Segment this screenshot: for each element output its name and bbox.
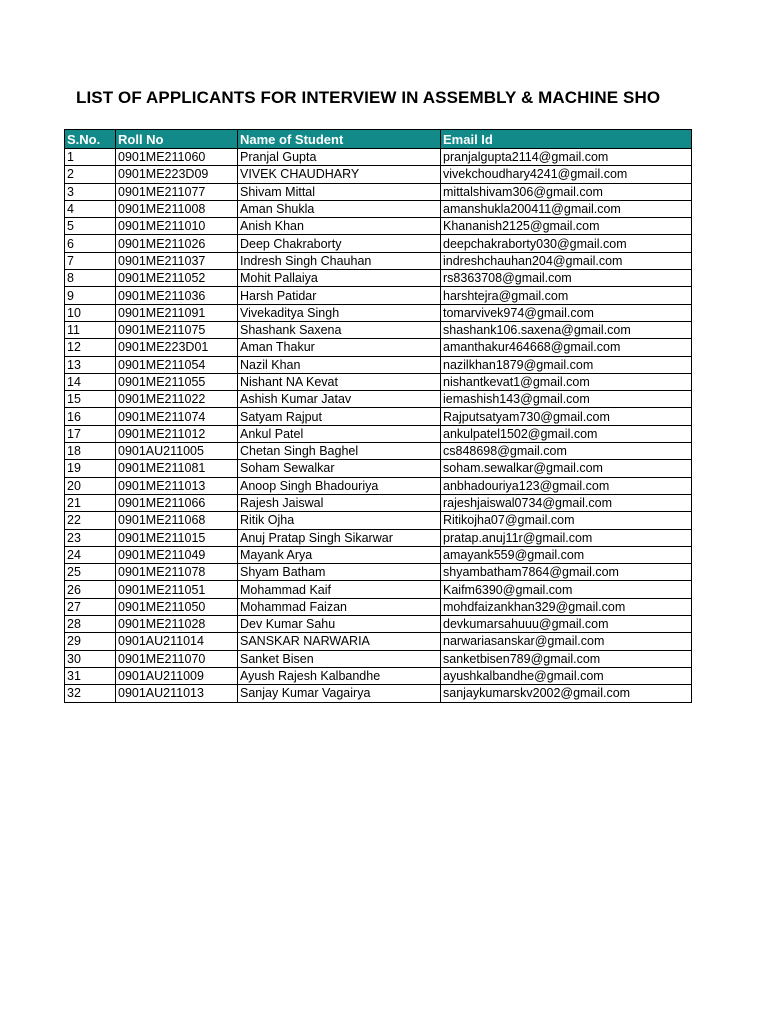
table-row bbox=[65, 356, 692, 373]
cell-email: nazilkhan1879@gmail.com bbox=[441, 356, 692, 373]
cell-email: amayank559@gmail.com bbox=[441, 546, 692, 563]
cell-roll-no: 0901ME211078 bbox=[116, 564, 238, 581]
cell-roll-no: 0901ME223D09 bbox=[116, 166, 238, 183]
cell-student-name: Mohammad Faizan bbox=[238, 598, 441, 615]
cell-sno: 6 bbox=[65, 235, 116, 252]
cell-email: sanketbisen789@gmail.com bbox=[441, 650, 692, 667]
table-row bbox=[65, 512, 692, 529]
header-name-of-student: Name of Student bbox=[238, 130, 441, 149]
cell-email: harshtejra@gmail.com bbox=[441, 287, 692, 304]
table-row bbox=[65, 304, 692, 321]
cell-sno: 24 bbox=[65, 546, 116, 563]
cell-email: Khananish2125@gmail.com bbox=[441, 218, 692, 235]
cell-sno: 10 bbox=[65, 304, 116, 321]
table-row bbox=[65, 443, 692, 460]
cell-email: narwariasanskar@gmail.com bbox=[441, 633, 692, 650]
cell-roll-no: 0901ME211010 bbox=[116, 218, 238, 235]
cell-roll-no: 0901ME211037 bbox=[116, 252, 238, 269]
cell-student-name: Mohit Pallaiya bbox=[238, 270, 441, 287]
cell-email: mohdfaizankhan329@gmail.com bbox=[441, 598, 692, 615]
cell-student-name: Ritik Ojha bbox=[238, 512, 441, 529]
cell-student-name: Nishant NA Kevat bbox=[238, 373, 441, 390]
cell-roll-no: 0901ME211074 bbox=[116, 408, 238, 425]
cell-email: ayushkalbandhe@gmail.com bbox=[441, 667, 692, 684]
cell-sno: 4 bbox=[65, 200, 116, 217]
cell-email: soham.sewalkar@gmail.com bbox=[441, 460, 692, 477]
cell-student-name: Satyam Rajput bbox=[238, 408, 441, 425]
cell-sno: 22 bbox=[65, 512, 116, 529]
cell-roll-no: 0901ME211012 bbox=[116, 425, 238, 442]
table-body bbox=[65, 149, 692, 703]
cell-email: Kaifm6390@gmail.com bbox=[441, 581, 692, 598]
cell-email: nishantkevat1@gmail.com bbox=[441, 373, 692, 390]
cell-sno: 18 bbox=[65, 443, 116, 460]
cell-student-name: Nazil Khan bbox=[238, 356, 441, 373]
cell-email: ankulpatel1502@gmail.com bbox=[441, 425, 692, 442]
cell-sno: 3 bbox=[65, 183, 116, 200]
cell-student-name: Pranjal Gupta bbox=[238, 149, 441, 166]
cell-roll-no: 0901ME211068 bbox=[116, 512, 238, 529]
cell-student-name: Sanjay Kumar Vagairya bbox=[238, 685, 441, 702]
cell-sno: 17 bbox=[65, 425, 116, 442]
table-row bbox=[65, 391, 692, 408]
table-row bbox=[65, 633, 692, 650]
table-row bbox=[65, 270, 692, 287]
cell-email: Ritikojha07@gmail.com bbox=[441, 512, 692, 529]
cell-student-name: Anish Khan bbox=[238, 218, 441, 235]
cell-roll-no: 0901ME211015 bbox=[116, 529, 238, 546]
cell-sno: 27 bbox=[65, 598, 116, 615]
cell-email: shyambatham7864@gmail.com bbox=[441, 564, 692, 581]
cell-roll-no: 0901ME211026 bbox=[116, 235, 238, 252]
table-row bbox=[65, 287, 692, 304]
table-row bbox=[65, 546, 692, 563]
cell-sno: 29 bbox=[65, 633, 116, 650]
table-row bbox=[65, 598, 692, 615]
cell-student-name: Aman Shukla bbox=[238, 200, 441, 217]
cell-sno: 8 bbox=[65, 270, 116, 287]
header-row bbox=[65, 130, 692, 149]
table-row bbox=[65, 477, 692, 494]
cell-email: mittalshivam306@gmail.com bbox=[441, 183, 692, 200]
cell-sno: 31 bbox=[65, 667, 116, 684]
table-row bbox=[65, 460, 692, 477]
page-title: LIST OF APPLICANTS FOR INTERVIEW IN ASSEMBLY & MACHINE SHO bbox=[76, 88, 661, 107]
cell-roll-no: 0901ME211049 bbox=[116, 546, 238, 563]
cell-roll-no: 0901ME211060 bbox=[116, 149, 238, 166]
cell-email: pranjalgupta2114@gmail.com bbox=[441, 149, 692, 166]
cell-email: deepchakraborty030@gmail.com bbox=[441, 235, 692, 252]
cell-roll-no: 0901AU211005 bbox=[116, 443, 238, 460]
table-row bbox=[65, 564, 692, 581]
cell-roll-no: 0901ME211051 bbox=[116, 581, 238, 598]
cell-email: pratap.anuj11r@gmail.com bbox=[441, 529, 692, 546]
cell-roll-no: 0901ME211050 bbox=[116, 598, 238, 615]
cell-roll-no: 0901ME211075 bbox=[116, 321, 238, 338]
cell-sno: 11 bbox=[65, 321, 116, 338]
table-row bbox=[65, 581, 692, 598]
cell-email: anbhadouriya123@gmail.com bbox=[441, 477, 692, 494]
cell-roll-no: 0901ME211013 bbox=[116, 477, 238, 494]
cell-student-name: Soham Sewalkar bbox=[238, 460, 441, 477]
cell-roll-no: 0901ME211054 bbox=[116, 356, 238, 373]
table-row bbox=[65, 149, 692, 166]
table-row bbox=[65, 425, 692, 442]
table-row bbox=[65, 494, 692, 511]
cell-email: tomarvivek974@gmail.com bbox=[441, 304, 692, 321]
cell-sno: 21 bbox=[65, 494, 116, 511]
cell-roll-no: 0901ME211055 bbox=[116, 373, 238, 390]
table-row bbox=[65, 321, 692, 338]
cell-student-name: Ayush Rajesh Kalbandhe bbox=[238, 667, 441, 684]
cell-roll-no: 0901ME211028 bbox=[116, 616, 238, 633]
cell-student-name: Shashank Saxena bbox=[238, 321, 441, 338]
table-row bbox=[65, 218, 692, 235]
cell-sno: 23 bbox=[65, 529, 116, 546]
cell-roll-no: 0901AU211013 bbox=[116, 685, 238, 702]
table-row bbox=[65, 685, 692, 702]
cell-sno: 25 bbox=[65, 564, 116, 581]
table-row bbox=[65, 183, 692, 200]
cell-sno: 7 bbox=[65, 252, 116, 269]
cell-sno: 1 bbox=[65, 149, 116, 166]
cell-roll-no: 0901ME211070 bbox=[116, 650, 238, 667]
table-row bbox=[65, 339, 692, 356]
cell-sno: 13 bbox=[65, 356, 116, 373]
cell-email: vivekchoudhary4241@gmail.com bbox=[441, 166, 692, 183]
table-row bbox=[65, 235, 692, 252]
table-row bbox=[65, 252, 692, 269]
cell-student-name: Rajesh Jaiswal bbox=[238, 494, 441, 511]
header-email-id: Email Id bbox=[441, 130, 692, 149]
cell-email: devkumarsahuuu@gmail.com bbox=[441, 616, 692, 633]
cell-roll-no: 0901AU211014 bbox=[116, 633, 238, 650]
cell-roll-no: 0901ME211077 bbox=[116, 183, 238, 200]
cell-email: cs848698@gmail.com bbox=[441, 443, 692, 460]
cell-email: amanthakur464668@gmail.com bbox=[441, 339, 692, 356]
cell-sno: 20 bbox=[65, 477, 116, 494]
cell-student-name: Deep Chakraborty bbox=[238, 235, 441, 252]
cell-sno: 26 bbox=[65, 581, 116, 598]
cell-email: rs8363708@gmail.com bbox=[441, 270, 692, 287]
cell-sno: 5 bbox=[65, 218, 116, 235]
table-row bbox=[65, 408, 692, 425]
header-roll-no: Roll No bbox=[116, 130, 238, 149]
table-row bbox=[65, 373, 692, 390]
cell-roll-no: 0901AU211009 bbox=[116, 667, 238, 684]
cell-roll-no: 0901ME211066 bbox=[116, 494, 238, 511]
cell-student-name: Shyam Batham bbox=[238, 564, 441, 581]
cell-student-name: Harsh Patidar bbox=[238, 287, 441, 304]
header-sno: S.No. bbox=[65, 130, 116, 149]
cell-roll-no: 0901ME211022 bbox=[116, 391, 238, 408]
cell-roll-no: 0901ME211036 bbox=[116, 287, 238, 304]
cell-roll-no: 0901ME223D01 bbox=[116, 339, 238, 356]
cell-sno: 30 bbox=[65, 650, 116, 667]
cell-student-name: Mayank Arya bbox=[238, 546, 441, 563]
table-row bbox=[65, 200, 692, 217]
cell-email: amanshukla200411@gmail.com bbox=[441, 200, 692, 217]
cell-email: rajeshjaiswal0734@gmail.com bbox=[441, 494, 692, 511]
cell-student-name: Aman Thakur bbox=[238, 339, 441, 356]
cell-student-name: Ashish Kumar Jatav bbox=[238, 391, 441, 408]
cell-sno: 2 bbox=[65, 166, 116, 183]
table-row bbox=[65, 667, 692, 684]
cell-student-name: Mohammad Kaif bbox=[238, 581, 441, 598]
table-row bbox=[65, 529, 692, 546]
cell-sno: 19 bbox=[65, 460, 116, 477]
cell-email: Rajputsatyam730@gmail.com bbox=[441, 408, 692, 425]
cell-sno: 15 bbox=[65, 391, 116, 408]
cell-roll-no: 0901ME211008 bbox=[116, 200, 238, 217]
table-header bbox=[65, 130, 692, 149]
cell-email: indreshchauhan204@gmail.com bbox=[441, 252, 692, 269]
cell-student-name: VIVEK CHAUDHARY bbox=[238, 166, 441, 183]
table-row bbox=[65, 616, 692, 633]
cell-student-name: Anoop Singh Bhadouriya bbox=[238, 477, 441, 494]
cell-sno: 9 bbox=[65, 287, 116, 304]
cell-student-name: Indresh Singh Chauhan bbox=[238, 252, 441, 269]
cell-roll-no: 0901ME211081 bbox=[116, 460, 238, 477]
cell-email: iemashish143@gmail.com bbox=[441, 391, 692, 408]
cell-student-name: SANSKAR NARWARIA bbox=[238, 633, 441, 650]
table-row bbox=[65, 166, 692, 183]
cell-sno: 12 bbox=[65, 339, 116, 356]
cell-sno: 28 bbox=[65, 616, 116, 633]
cell-sno: 32 bbox=[65, 685, 116, 702]
cell-sno: 16 bbox=[65, 408, 116, 425]
cell-email: shashank106.saxena@gmail.com bbox=[441, 321, 692, 338]
cell-roll-no: 0901ME211091 bbox=[116, 304, 238, 321]
cell-email: sanjaykumarskv2002@gmail.com bbox=[441, 685, 692, 702]
cell-student-name: Dev Kumar Sahu bbox=[238, 616, 441, 633]
cell-student-name: Chetan Singh Baghel bbox=[238, 443, 441, 460]
applicants-table bbox=[64, 129, 692, 703]
cell-student-name: Sanket Bisen bbox=[238, 650, 441, 667]
cell-student-name: Ankul Patel bbox=[238, 425, 441, 442]
table-row bbox=[65, 650, 692, 667]
cell-student-name: Shivam Mittal bbox=[238, 183, 441, 200]
cell-student-name: Vivekaditya Singh bbox=[238, 304, 441, 321]
cell-roll-no: 0901ME211052 bbox=[116, 270, 238, 287]
cell-student-name: Anuj Pratap Singh Sikarwar bbox=[238, 529, 441, 546]
cell-sno: 14 bbox=[65, 373, 116, 390]
